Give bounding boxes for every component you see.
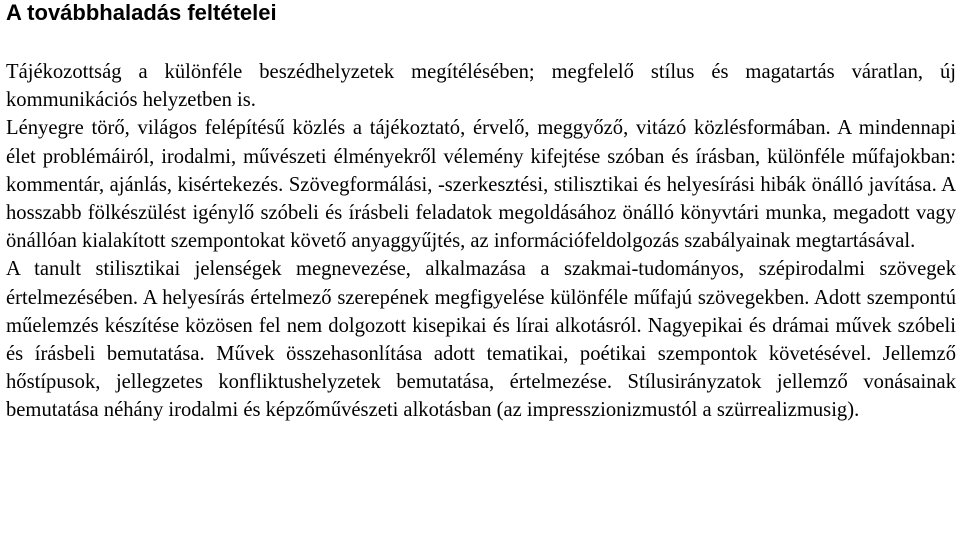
section-title: A továbbhaladás feltételei bbox=[6, 0, 277, 25]
paragraph-1: Tájékozottság a különféle beszédhelyzetek megítélésében; megfelelő stílus és magatartás váratlan, új kommunikációs helyzetben is. bbox=[6, 61, 956, 112]
paragraph-3: A tanult stilisztikai jelenségek megnevezése, alkalmazása a szakmai-tudományos, szépirodalmi szövegek értelmezésében. A helyesírás értelmező szerepének megfigyelése különféle műfajú szövegekben. Adott szempontú műelemzés készítése közösen fel nem dolgozott kisepikai és lírai alkotásról. Nagyepikai és drámai művek szóbeli és írásbeli bemutatása. Művek összehasonlítása adott tematikai, poétikai szempontok követésével. Jellemző hőstípusok, jellegzetes konfliktushelyzetek bemutatása, értelmezése. Stílusirányzatok jellemző vonásainak bemutatása néhány irodalmi és képzőművészeti alkotásban (az impresszionizmustól a szürrealizmusig). bbox=[6, 258, 956, 422]
document-page bbox=[6, 0, 956, 425]
paragraph-2: Lényegre törő, világos felépítésű közlés a tájékoztató, érvelő, meggyőző, vitázó közlésformában. A mindennapi élet problémáiról, irodalmi, művészeti élményekről vélemény kifejtése szóban és írásban, különféle műfajokban: kommentár, ajánlás, kisértekezés. Szövegformálási, -szerkesztési, stilisztikai és helyesírási hibák önálló javítása. A hosszabb fölkészülést igénylő szóbeli és írásbeli feladatok megoldásához önálló könyvtári munka, megadott vagy önállóan kialakított szempontokat követő anyaggyűjtés, az információfeldolgozás szabályainak megtartásával. bbox=[6, 117, 956, 253]
